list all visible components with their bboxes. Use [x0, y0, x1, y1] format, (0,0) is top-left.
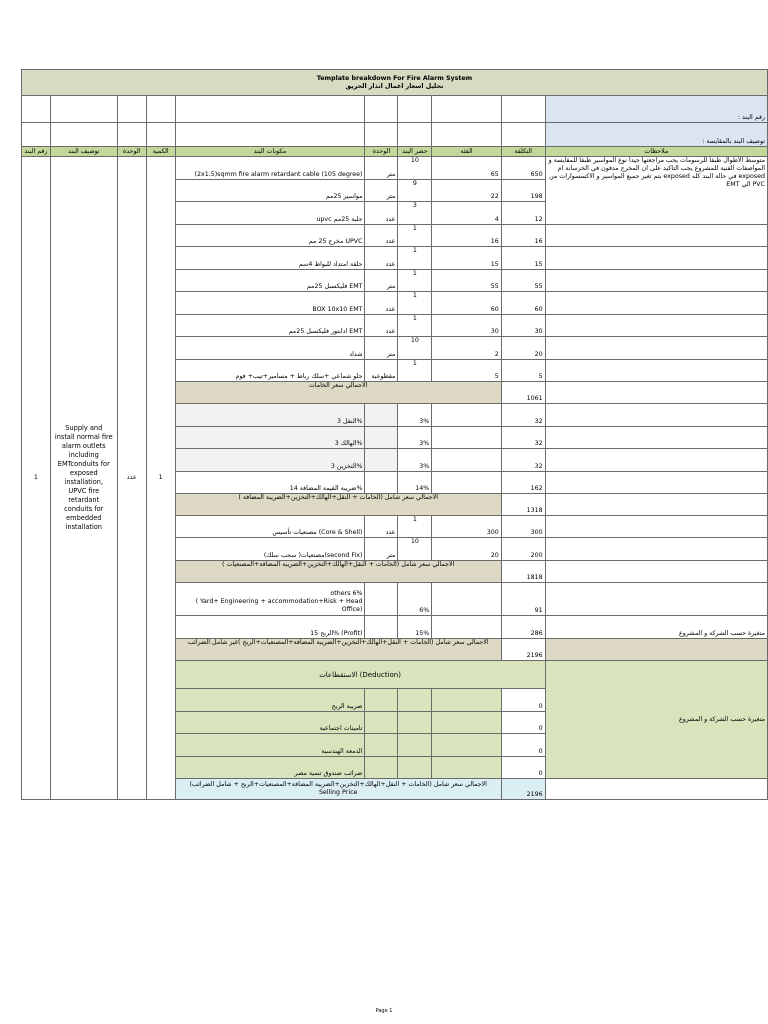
- material-cost: 15: [501, 247, 545, 270]
- material-cost: 12: [501, 202, 545, 225]
- material-unit: عدد: [365, 202, 398, 225]
- material-cost: 30: [501, 315, 545, 337]
- final-label: [175, 779, 501, 800]
- material-name: BOX 10x10 EMT: [175, 292, 365, 315]
- overhead-cost: 32: [501, 449, 545, 472]
- material-rate: 2: [432, 337, 502, 360]
- deduction-cost: 0: [501, 689, 545, 712]
- overhead-name: الهالك 3%: [175, 427, 365, 449]
- material-cost: 20: [501, 337, 545, 360]
- overhead-pct: 14%: [398, 472, 432, 494]
- overhead-pct: 3%: [398, 427, 432, 449]
- material-name: حلقة امتداد للبواط 4سم: [175, 247, 365, 270]
- material-rate: 55: [432, 270, 502, 292]
- material-rate: 65: [432, 157, 502, 180]
- material-cost: 55: [501, 270, 545, 292]
- col-comp-qty: حصر البند: [398, 147, 432, 157]
- labour-unit: عدد: [365, 516, 398, 538]
- labour-name: مصنعيات( سحب سلك)(second Fix): [175, 538, 365, 561]
- material-unit: متر: [365, 157, 398, 180]
- deduction-name: الدمغة الهندسية: [175, 734, 365, 757]
- material-row: [22, 157, 768, 180]
- col-quantity: الكمية: [146, 147, 175, 157]
- overhead-cost: 32: [501, 404, 545, 427]
- total4-value: 2196: [501, 639, 545, 661]
- material-name: مخرج 25 مم UPVC: [175, 225, 365, 247]
- deduction-name: ضرائب صندوق تنمية مصر: [175, 757, 365, 779]
- material-qty: 1: [398, 225, 432, 247]
- others-name: [175, 583, 365, 616]
- labour-rate: 20: [432, 538, 502, 561]
- page-footer: Page 1: [375, 1008, 393, 1014]
- overhead-cost: 32: [501, 427, 545, 449]
- deduction-cost: 0: [501, 757, 545, 779]
- total3-label: الاجمالي سعر شامل (الخامات + النقل+الهالك+التخزين+الضريبة المضافة+المصنعيات ): [175, 561, 501, 583]
- material-unit: عدد: [365, 315, 398, 337]
- col-notes: ملاحظات: [545, 147, 767, 157]
- material-qty: 1: [398, 247, 432, 270]
- material-name: جلو شماعي +سلك رباط + مسامير+تيب+ فوم: [175, 360, 365, 382]
- sheet-title: [22, 70, 768, 96]
- material-qty: 1: [398, 292, 432, 315]
- material-name: مواسير 25مم: [175, 180, 365, 202]
- deduction-label: الاستقطاعات (Deduction): [175, 661, 545, 689]
- material-unit: متر: [365, 180, 398, 202]
- material-qty: 10: [398, 157, 432, 180]
- deduction-cost: 0: [501, 734, 545, 757]
- others-pct: 6%: [398, 583, 432, 616]
- material-rate: 30: [432, 315, 502, 337]
- material-rate: 16: [432, 225, 502, 247]
- labour-name: مصنعيات تأسيس (Core & Shell): [175, 516, 365, 538]
- col-item-desc: توصيف البند: [50, 147, 117, 157]
- labour-qty: 10: [398, 538, 432, 561]
- overhead-name: ضريبة القيمة المضافة 14%: [175, 472, 365, 494]
- material-unit: مقطوعية: [365, 360, 398, 382]
- material-rate: 4: [432, 202, 502, 225]
- material-qty: 1: [398, 315, 432, 337]
- final-label-en: Selling Price: [318, 789, 358, 796]
- labour-unit: متر: [365, 538, 398, 561]
- material-qty: 1: [398, 360, 432, 382]
- material-cost: 60: [501, 292, 545, 315]
- others-line1: others 6%: [330, 590, 363, 597]
- material-qty: 1: [398, 270, 432, 292]
- material-qty: 9: [398, 180, 432, 202]
- item-no-row: [22, 96, 768, 123]
- material-unit: عدد: [365, 225, 398, 247]
- deduction-note: متغيرة حسب الشركة و المشروع: [545, 661, 767, 779]
- material-rate: 60: [432, 292, 502, 315]
- overhead-name: النقل 3%: [175, 404, 365, 427]
- final-value: 2196: [501, 779, 545, 800]
- col-components: مكونات البند: [175, 147, 365, 157]
- col-rate: الفئة: [432, 147, 502, 157]
- item-no-label: رقم البند :: [545, 96, 767, 123]
- material-unit: متر: [365, 270, 398, 292]
- col-unit: الوحدة: [117, 147, 146, 157]
- deduction-name: تامينات اجتماعية: [175, 712, 365, 734]
- profit-note: متغيرة حسب الشركة و المشروع: [545, 616, 767, 639]
- deduction-name: ضريبة الربح: [175, 689, 365, 712]
- material-rate: 22: [432, 180, 502, 202]
- pricing-sheet: [21, 69, 768, 800]
- total4-label: الاجمالي سعر شامل (الخامات + النقل+الهالك+التخزين+الضريبة المضافة+المصنعيات+الربح )غير شامل الضرائب: [175, 639, 501, 661]
- material-cost: 650: [501, 157, 545, 180]
- material-cost: 5: [501, 360, 545, 382]
- material-name: شداد: [175, 337, 365, 360]
- title-row: [22, 70, 768, 96]
- material-name: فليكسبل 25مم EMT: [175, 270, 365, 292]
- final-label-ar: الاجمالي سعر شامل (الخامات + النقل+الهالك+التخزين+الضريبة المضافة+المصنعيات+الربح + شامل الضرائب): [189, 781, 487, 788]
- profit-pct: 15%: [398, 616, 432, 639]
- labour-rate: 300: [432, 516, 502, 538]
- overhead-name: التخزين 3%: [175, 449, 365, 472]
- materials-total-value: 1061: [501, 382, 545, 404]
- col-item-no: رقم البند: [22, 147, 51, 157]
- main-item-qty: 1: [146, 157, 175, 800]
- labour-cost: 200: [501, 538, 545, 561]
- main-item-unit: عدد: [117, 157, 146, 800]
- material-cost: 198: [501, 180, 545, 202]
- overhead-cost: 162: [501, 472, 545, 494]
- material-unit: عدد: [365, 292, 398, 315]
- labour-qty: 1: [398, 516, 432, 538]
- col-comp-unit: الوحدة: [365, 147, 398, 157]
- total2-value: 1318: [501, 494, 545, 516]
- profit-name: الربح 15% (Profit): [175, 616, 365, 639]
- material-qty: 10: [398, 337, 432, 360]
- profit-cost: 286: [501, 616, 545, 639]
- total3-value: 1818: [501, 561, 545, 583]
- material-cost: 16: [501, 225, 545, 247]
- title-en: Template breakdown For Fire Alarm System: [316, 74, 473, 82]
- material-name: (2x1.5)sqmm fire alarm retardant cable (105 degree): [175, 157, 365, 180]
- main-item-no: 1: [22, 157, 51, 800]
- item-desc-label: توصيف البند بالمقايسة :: [545, 123, 767, 147]
- notes-text: متوسط الاطوال طبقا للرسومات يجب مراجعتها جيدا نوع المواسير طبقا للمقايسة و المواصفات الفنية للمشروع يجب التاكيد على ان المخرج مدفون في الخرسانة ام exposed في حالة البند كله exposed يتم تغير جميع المواسير و الاكسسوارات من PVC الي EMT: [545, 157, 767, 225]
- others-cost: 91: [501, 583, 545, 616]
- item-desc-row: [22, 123, 768, 147]
- total2-label: الاجمالي سعر شامل (الخامات + النقل+الهالك+التخزين+الضريبة المضافة ): [175, 494, 501, 516]
- header-row: [22, 147, 768, 157]
- title-ar: تحليل اسعار اعمال انذار الحريق: [345, 82, 444, 90]
- material-qty: 3: [398, 202, 432, 225]
- material-name: ادابتور فليكسبل 25مم EMT: [175, 315, 365, 337]
- material-unit: عدد: [365, 247, 398, 270]
- labour-cost: 300: [501, 516, 545, 538]
- material-rate: 5: [432, 360, 502, 382]
- material-name: upvc جلبة 25مم: [175, 202, 365, 225]
- overhead-pct: 3%: [398, 404, 432, 427]
- col-cost: التكلفة: [501, 147, 545, 157]
- deduction-cost: 0: [501, 712, 545, 734]
- others-line2: ( Yard+ Engineering + accommodation+Risk + Head Office): [195, 598, 363, 613]
- main-item-desc: Supply and install normal fire alarm outlets including EMTconduits for exposed installation, UPVC fire retardant conduits for embedded installation: [50, 157, 117, 800]
- overhead-pct: 3%: [398, 449, 432, 472]
- material-unit: متر: [365, 337, 398, 360]
- material-rate: 15: [432, 247, 502, 270]
- materials-total-label: الاجمالي سعر الخامات: [175, 382, 501, 404]
